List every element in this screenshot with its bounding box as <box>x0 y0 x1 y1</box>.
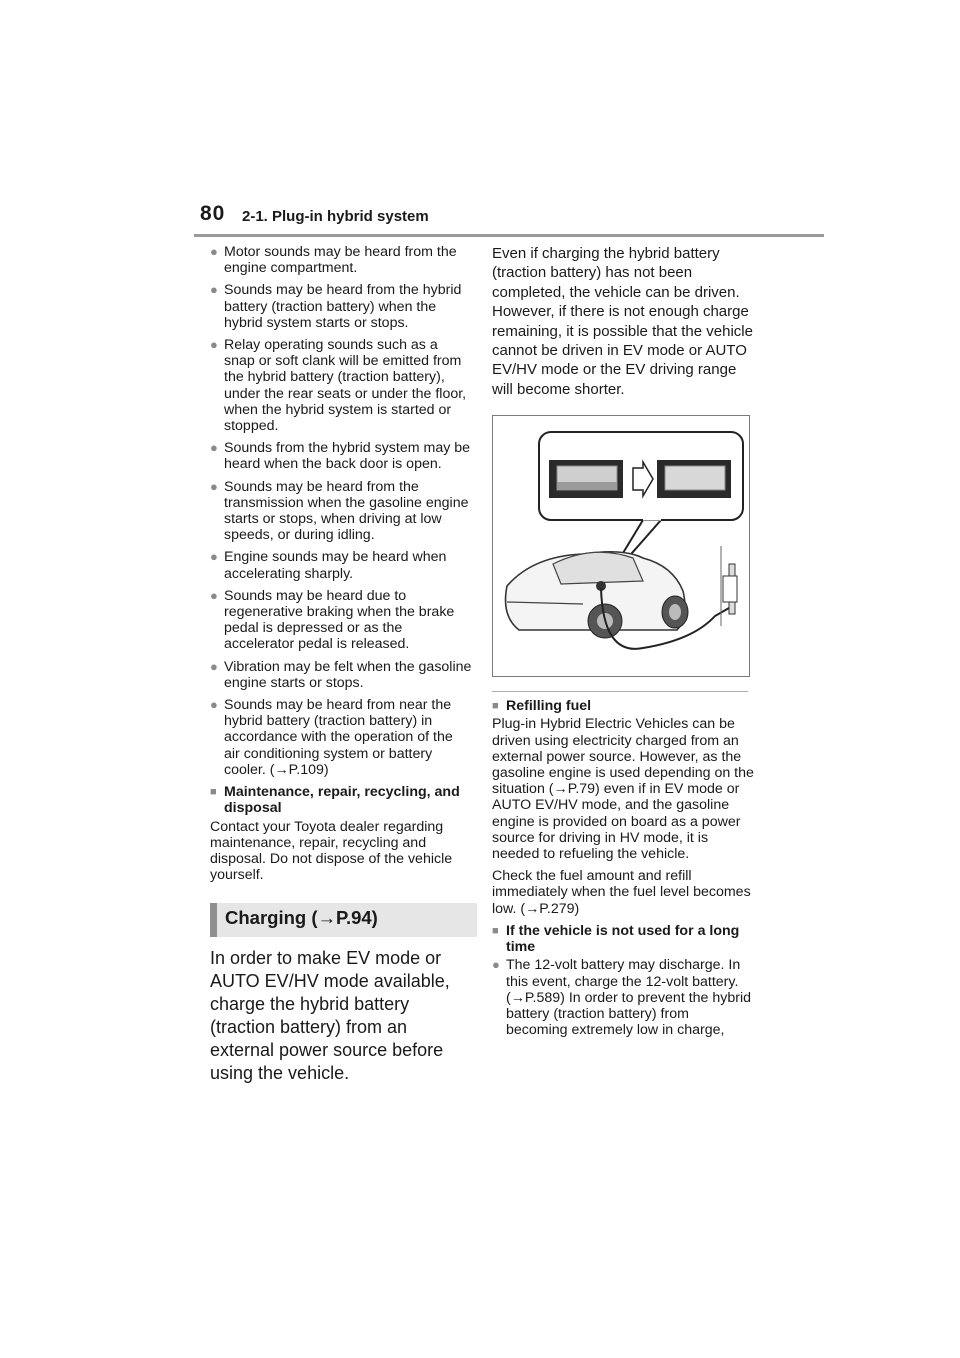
page-number: 80 <box>200 202 226 225</box>
list-item: ● Sounds may be heard from near the hybrid battery (traction battery) in accordance with the operation of the air conditioning system or battery cooler. (→P.109) <box>210 697 453 778</box>
refill-text-1: Plug-in Hybrid Electric Vehicles can be driven using electricity charged from an external power source. However, as the gasoline engine is used depending on the situation (→P.79) even if in EV mode or AUTO EV/HV mode, and the gasoline engine is provided on board as a power source for driving in HV mode, it is needed to refueling the vehicle. <box>492 716 754 863</box>
list-item: ● Motor sounds may be heard from the engine compartment. <box>210 244 457 277</box>
circle-bullet-icon: ● <box>210 697 218 713</box>
refill-text-2: Check the fuel amount and refill immediately when the fuel level becomes low. (→P.279) <box>492 868 751 917</box>
maintenance-heading: ■ Maintenance, repair, recycling, and disposal <box>210 784 460 817</box>
charging-heading-box <box>210 903 477 937</box>
page-header <box>200 202 824 236</box>
square-bullet-icon: ■ <box>210 786 217 799</box>
circle-bullet-icon: ● <box>210 478 218 494</box>
charging-illustration <box>492 415 750 677</box>
circle-bullet-icon: ● <box>210 440 218 456</box>
car-charging-icon <box>493 416 749 676</box>
left-column <box>210 244 472 1085</box>
unused-heading: ■ If the vehicle is not used for a long time <box>492 922 740 956</box>
header-divider <box>194 234 824 237</box>
circle-bullet-icon: ● <box>210 337 218 353</box>
circle-bullet-icon: ● <box>210 282 218 298</box>
right-column <box>492 244 754 1044</box>
charging-text: In order to make EV mode or AUTO EV/HV mode available, charge the hybrid battery (traction battery) from an external power source before using the vehicle. <box>210 948 450 1084</box>
list-item: ● Sounds from the hybrid system may be heard when the back door is open. <box>210 440 471 473</box>
circle-bullet-icon: ● <box>210 587 218 603</box>
circle-bullet-icon: ● <box>492 957 500 973</box>
intro-text: Even if charging the hybrid battery (traction battery) has not been completed, the vehicle can be driven. However, if there is not enough charge remaining, it is possible that the vehicle cannot be driven in EV mode or AUTO EV/HV mode or the EV driving range will become shorter. <box>492 245 753 398</box>
list-item: ● Vibration may be felt when the gasoline engine starts or stops. <box>210 658 472 691</box>
list-item: ● Sounds may be heard from the transmission when the gasoline engine starts or stops, when driving at low speeds, or during idling. <box>210 478 469 544</box>
list-item: ● Relay operating sounds such as a snap or soft clank will be emitted from the hybrid battery (traction battery), under the rear seats or under the floor, when the hybrid system is started or stopped. <box>210 337 467 435</box>
refill-heading: ■ Refilling fuel <box>492 698 592 715</box>
figure-divider <box>492 691 748 692</box>
list-item: ● Sounds may be heard due to regenerative braking when the brake pedal is depressed or as the accelerator pedal is released. <box>210 587 455 653</box>
charging-heading: Charging (→P.94) <box>225 907 378 929</box>
list-item: ● The 12-volt battery may discharge. In this event, charge the 12-volt battery. (→P.589) In order to prevent the hybrid battery (traction battery) from becoming extremely low in charge, <box>492 957 752 1039</box>
maintenance-text: Contact your Toyota dealer regarding maintenance, repair, recycling and disposal. Do not dispose of the vehicle yourself. <box>210 818 453 884</box>
square-bullet-icon: ■ <box>492 700 499 713</box>
circle-bullet-icon: ● <box>210 658 218 674</box>
square-bullet-icon: ■ <box>492 924 499 937</box>
list-item: ● Engine sounds may be heard when accelerating sharply. <box>210 549 447 582</box>
circle-bullet-icon: ● <box>210 244 218 259</box>
list-item: ● Sounds may be heard from the hybrid battery (traction battery) when the hybrid system starts or stops. <box>210 282 462 331</box>
circle-bullet-icon: ● <box>210 549 218 565</box>
section-title: 2-1. Plug-in hybrid system <box>242 208 429 225</box>
